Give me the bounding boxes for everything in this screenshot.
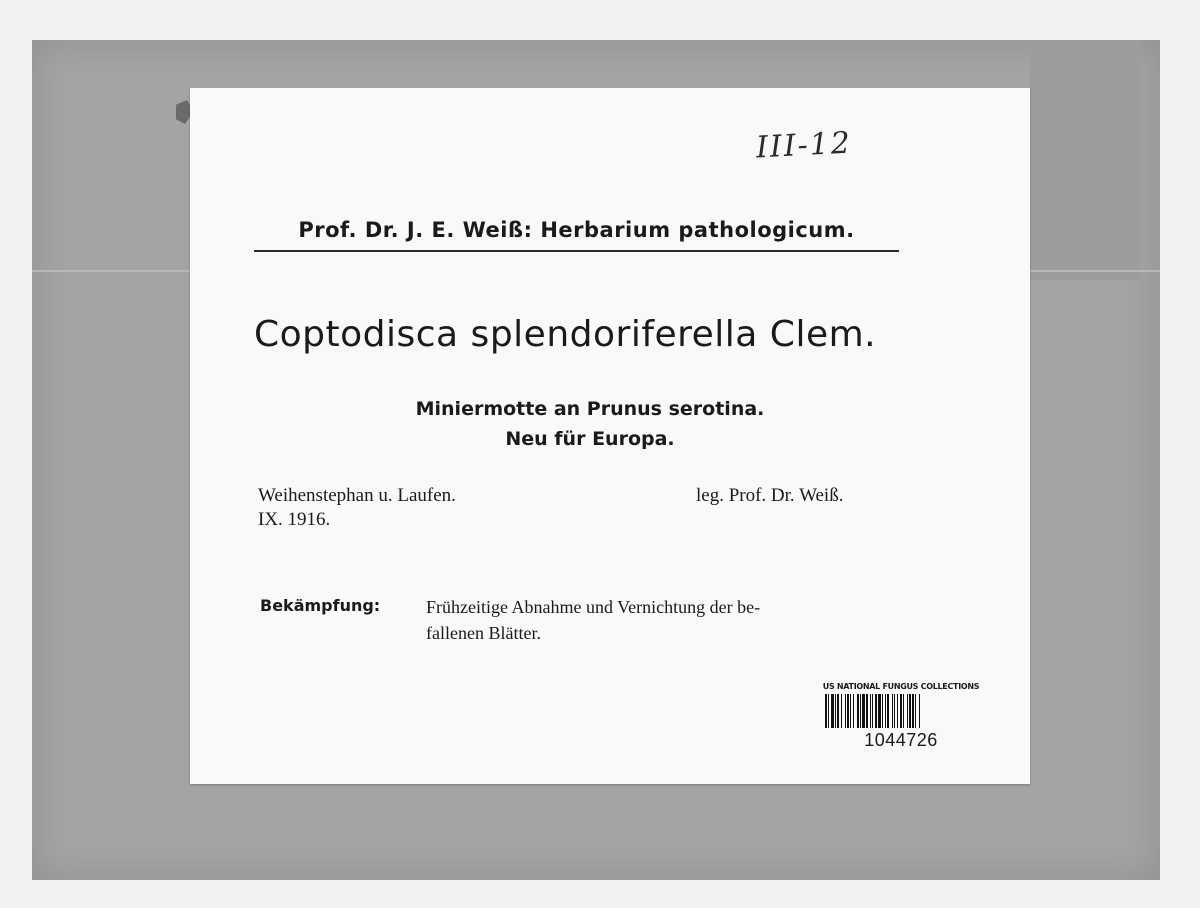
new-record-line: Neu für Europa. <box>505 428 675 450</box>
locality-block <box>258 484 456 532</box>
folder-flap <box>1030 40 1140 280</box>
barcode-block <box>816 682 986 751</box>
species-description <box>370 394 810 454</box>
locality: Weihenstephan u. Laufen. <box>258 485 456 506</box>
handwritten-note: III-12 <box>755 125 853 166</box>
barcode-number: 1044726 <box>864 730 938 750</box>
barcode-caption: US NATIONAL FUNGUS COLLECTIONS <box>822 682 980 691</box>
species-name: Coptodisca splendoriferella Clem. <box>254 314 877 355</box>
control-text-line: fallenen Blätter. <box>426 623 541 643</box>
control-text <box>426 594 926 646</box>
barcode-icon <box>823 694 979 728</box>
host-plant-line: Miniermotte an Prunus serotina. <box>415 398 765 420</box>
collector: leg. Prof. Dr. Weiß. <box>696 485 844 506</box>
specimen-label <box>190 88 1030 784</box>
collection-date: IX. 1916. <box>258 509 331 530</box>
control-text-line: Frühzeitige Abnahme und Vernichtung der be- <box>426 597 761 617</box>
herbarium-header: Prof. Dr. J. E. Weiß: Herbarium pathologicum. <box>254 218 899 252</box>
control-label: Bekämpfung: <box>260 596 381 615</box>
